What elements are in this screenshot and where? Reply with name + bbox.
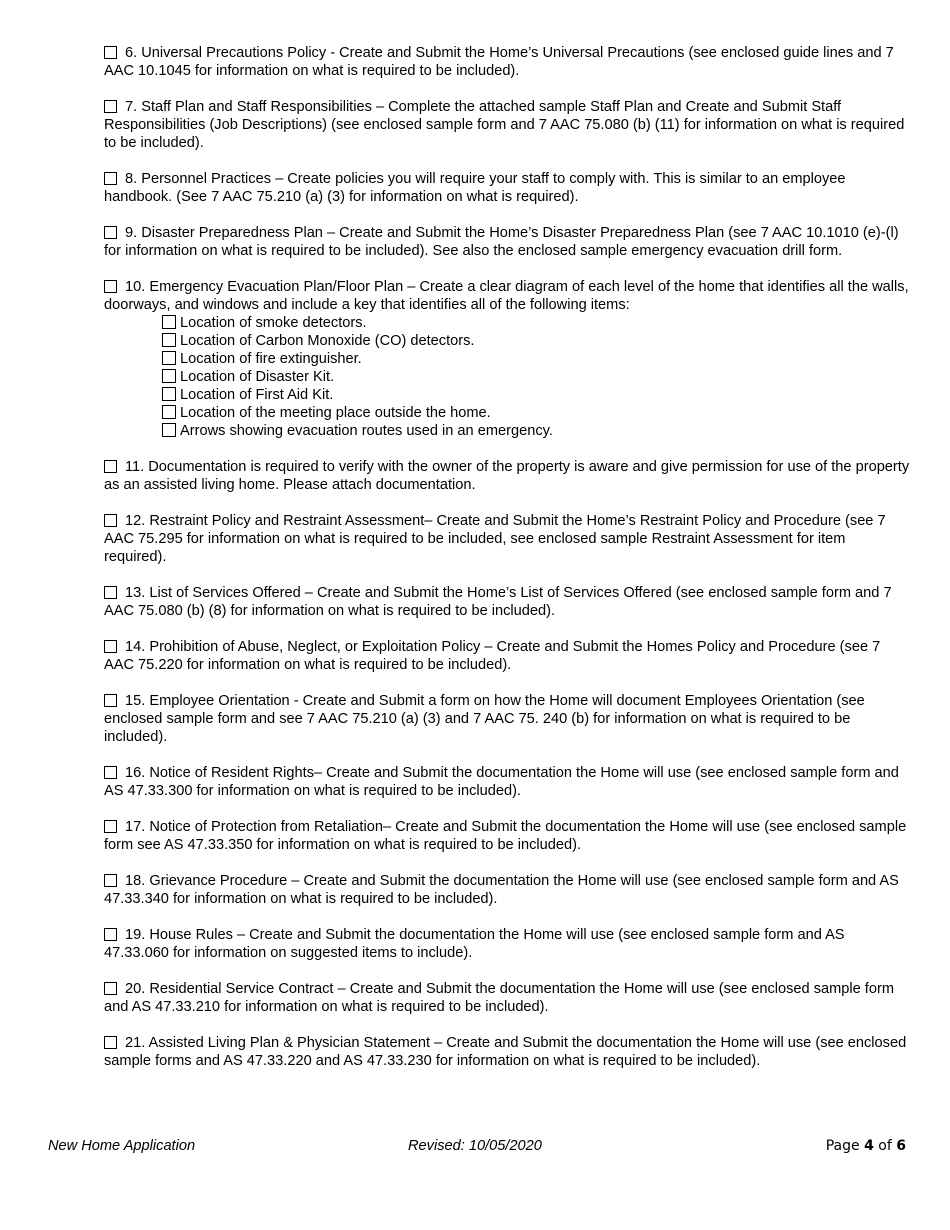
checkbox[interactable]	[162, 315, 176, 329]
item-text: 12. Restraint Policy and Restraint Assessment– Create and Submit the Home’s Restraint Policy and Procedure (see 7 AAC 75.295 for information on what is required to be included, see enclosed sample Restraint Assessment for item required).	[104, 513, 886, 565]
sub-item-text: Location of fire extinguisher.	[180, 351, 362, 367]
checkbox[interactable]	[104, 820, 117, 833]
item-text: 19. House Rules – Create and Submit the documentation the Home will use (see enclosed sample form and AS 47.33.060 for information on suggested items to include).	[104, 927, 845, 961]
item-text: 10. Emergency Evacuation Plan/Floor Plan – Create a clear diagram of each level of the home that identifies all the walls, doorways, and windows and include a key that identifies all of the following items:	[104, 279, 909, 313]
sub-item-text: Arrows showing evacuation routes used in an emergency.	[180, 423, 553, 439]
list-item	[104, 44, 910, 80]
list-item	[104, 278, 910, 440]
item-text: 11. Documentation is required to verify with the owner of the property is aware and give permission for use of the property as an assisted living home. Please attach documentation.	[104, 459, 910, 493]
list-item	[104, 512, 910, 566]
list-item	[104, 584, 910, 620]
sub-item-text: Location of Carbon Monoxide (CO) detectors.	[180, 333, 475, 349]
list-item	[104, 926, 910, 962]
item-text: 21. Assisted Living Plan & Physician Statement – Create and Submit the documentation the Home will use (see enclosed sample forms and AS 47.33.220 and AS 47.33.230 for information on what is required to be included).	[104, 1035, 907, 1069]
checkbox[interactable]	[104, 694, 117, 707]
list-item	[104, 1034, 910, 1070]
list-item	[104, 764, 910, 800]
sub-list-item	[162, 314, 910, 332]
item-text: 7. Staff Plan and Staff Responsibilities – Complete the attached sample Staff Plan and Create and Submit Staff Responsibilities (Job Descriptions) (see enclosed sample form and 7 AAC 75.080 (b) (11) for information on what is required to be included).	[104, 99, 905, 151]
item-text: 20. Residential Service Contract – Create and Submit the documentation the Home will use (see enclosed sample form and AS 47.33.210 for information on what is required to be included).	[104, 981, 894, 1015]
checkbox[interactable]	[104, 766, 117, 779]
checkbox[interactable]	[104, 586, 117, 599]
list-item	[104, 818, 910, 854]
checkbox[interactable]	[104, 514, 117, 527]
checkbox[interactable]	[104, 982, 117, 995]
sub-list-item	[162, 350, 910, 368]
sub-list-item	[162, 368, 910, 386]
list-item	[104, 224, 910, 260]
checkbox[interactable]	[104, 172, 117, 185]
list-item	[104, 980, 910, 1016]
checkbox[interactable]	[162, 387, 176, 401]
checkbox[interactable]	[104, 46, 117, 59]
page-number	[826, 1138, 906, 1154]
page-of: of	[878, 1138, 892, 1154]
checklist	[104, 44, 910, 1070]
checkbox[interactable]	[104, 928, 117, 941]
item-text: 16. Notice of Resident Rights– Create and Submit the documentation the Home will use (see enclosed sample form and AS 47.33.300 for information on what is required to be included).	[104, 765, 899, 799]
sub-item-text: Location of Disaster Kit.	[180, 369, 335, 385]
sub-item-text: Location of smoke detectors.	[180, 315, 367, 331]
list-item	[104, 458, 910, 494]
sub-item-text: Location of First Aid Kit.	[180, 387, 334, 403]
item-text: 13. List of Services Offered – Create and Submit the Home’s List of Services Offered (see enclosed sample form and 7 AAC 75.080 (b) (8) for information on what is required to be included).	[104, 585, 892, 619]
footer-revision-date: Revised: 10/05/2020	[408, 1138, 542, 1154]
footer-document-title: New Home Application	[48, 1138, 196, 1154]
checkbox[interactable]	[104, 460, 117, 473]
sub-checklist	[162, 314, 910, 440]
checkbox[interactable]	[104, 226, 117, 239]
checkbox[interactable]	[162, 351, 176, 365]
item-text: 15. Employee Orientation - Create and Submit a form on how the Home will document Employees Orientation (see enclosed sample form and see 7 AAC 75.210 (a) (3) and 7 AAC 75. 240 (b) for information on what is required to be included).	[104, 693, 865, 745]
list-item	[104, 692, 910, 746]
sub-list-item	[162, 386, 910, 404]
list-item	[104, 638, 910, 674]
item-text: 14. Prohibition of Abuse, Neglect, or Exploitation Policy – Create and Submit the Homes Policy and Procedure (see 7 AAC 75.220 for information on what is required to be included).	[104, 639, 881, 673]
checkbox[interactable]	[104, 100, 117, 113]
item-text: 18. Grievance Procedure – Create and Submit the documentation the Home will use (see enclosed sample form and AS 47.33.340 for information on what is required to be included).	[104, 873, 899, 907]
item-text: 6. Universal Precautions Policy - Create and Submit the Home’s Universal Precautions (see enclosed guide lines and 7 AAC 10.1045 for information on what is required to be included).	[104, 45, 894, 79]
page-total: 6	[896, 1138, 906, 1154]
checkbox[interactable]	[104, 1036, 117, 1049]
page-footer	[48, 1138, 908, 1158]
sub-list-item	[162, 404, 910, 422]
checkbox[interactable]	[162, 333, 176, 347]
list-item	[104, 98, 910, 152]
list-item	[104, 170, 910, 206]
sub-list-item	[162, 332, 910, 350]
item-text: 17. Notice of Protection from Retaliation– Create and Submit the documentation the Home will use (see enclosed sample form see AS 47.33.350 for information on what is required to be included).	[104, 819, 907, 853]
checkbox[interactable]	[162, 423, 176, 437]
item-text: 9. Disaster Preparedness Plan – Create and Submit the Home’s Disaster Preparedness Plan (see 7 AAC 10.1010 (e)-(l) for information on what is required to be included). See also the enclosed sample emergency evacuation drill form.	[104, 225, 899, 259]
checkbox[interactable]	[104, 280, 117, 293]
sub-list-item	[162, 422, 910, 440]
page-current: 4	[864, 1138, 874, 1154]
checkbox[interactable]	[104, 874, 117, 887]
checkbox[interactable]	[162, 369, 176, 383]
page-label: Page	[825, 1138, 860, 1154]
checkbox[interactable]	[162, 405, 176, 419]
list-item	[104, 872, 910, 908]
checkbox[interactable]	[104, 640, 117, 653]
sub-item-text: Location of the meeting place outside the home.	[180, 405, 491, 421]
item-text: 8. Personnel Practices – Create policies you will require your staff to comply with. This is similar to an employee handbook. (See 7 AAC 75.210 (a) (3) for information on what is required).	[104, 171, 846, 205]
